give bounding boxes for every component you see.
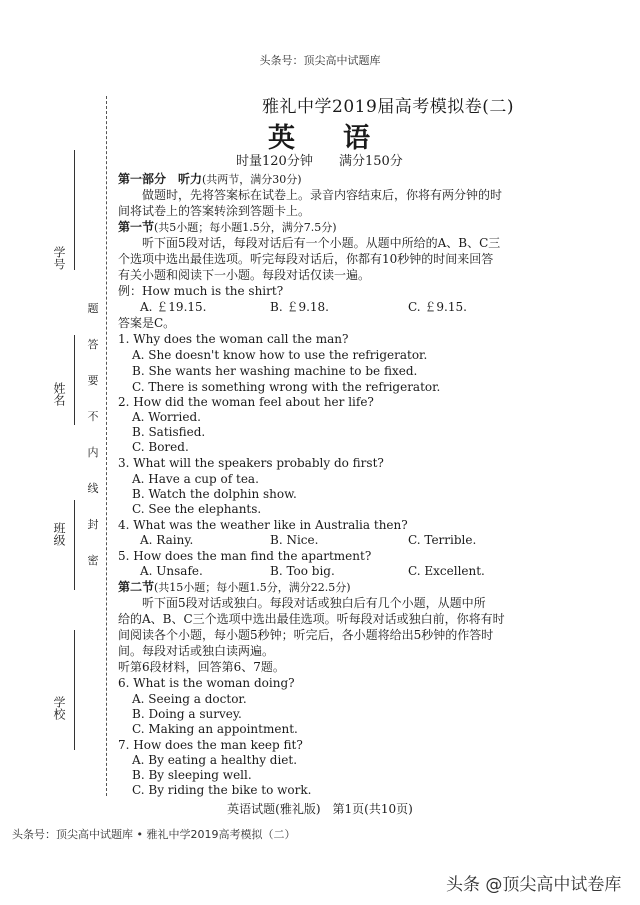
- part1-intro-line: 做题时，先将答案标在试卷上。录音内容结束后，你将有两分钟的时: [142, 188, 503, 202]
- option: A. Worried.: [132, 410, 201, 424]
- option: C. Bored.: [132, 440, 189, 454]
- section1-heading: 第一节(共5小题；每小题1.5分，满分7.5分): [118, 220, 337, 234]
- option: A. Seeing a doctor.: [132, 692, 247, 706]
- part1-heading: 第一部分 听力(共两节，满分30分): [118, 172, 302, 186]
- full-score: 满分150分: [338, 154, 403, 169]
- section2-heading: 第二节(共15小题；每小题1.5分，满分22.5分): [118, 580, 351, 594]
- option: A. ￡19.15.: [140, 300, 207, 314]
- binding-dashed-line: [106, 96, 107, 796]
- option: B. Satisfied.: [132, 425, 206, 439]
- option: A. Have a cup of tea.: [132, 472, 259, 486]
- name-label: 姓名: [52, 382, 66, 406]
- option: C. Excellent.: [408, 564, 485, 578]
- question: 2. How did the woman feel about her life?: [118, 395, 374, 409]
- option: B. Watch the dolphin show.: [132, 487, 297, 501]
- student-id-blank: [74, 150, 75, 270]
- option: C. Making an appointment.: [132, 722, 298, 736]
- option: C. By riding the bike to work.: [132, 783, 312, 797]
- binding-warning: 题 答 要 不 内 线 封 密: [87, 302, 99, 567]
- section1-instruction-line: 个选项中选出最佳选项。听完每段对话后，你都有10秒钟的时间来回答: [118, 252, 494, 266]
- options-row: [118, 564, 618, 579]
- option: B. By sleeping well.: [132, 768, 252, 782]
- example-answer: 答案是C。: [118, 316, 176, 330]
- section2-instruction-line: 间。每段对话或独白读两遍。: [118, 644, 275, 658]
- option: B. Too big.: [270, 564, 335, 578]
- question: 6. What is the woman doing?: [118, 676, 295, 690]
- page-footer: 英语试题(雅礼版) 第1页(共10页): [227, 802, 413, 816]
- subject-title: 英语: [268, 123, 418, 154]
- class-blank: [74, 500, 75, 590]
- option: C. ￡9.15.: [408, 300, 467, 314]
- student-id-label: 学号: [52, 246, 66, 270]
- section2-instruction-line: 听下面5段对话或独白。每段对话或独白后有几个小题，从题中所: [142, 596, 486, 610]
- section1-instruction-line: 听下面5段对话，每段对话后有一个小题。从题中所给的A、B、C三: [142, 236, 501, 250]
- options-row: [118, 533, 618, 548]
- exam-content: [118, 172, 618, 797]
- option: A. By eating a healthy diet.: [132, 753, 298, 767]
- footer-source: 头条号：顶尖高中试题库 • 雅礼中学2019高考模拟（二）: [12, 828, 296, 841]
- question: 4. What was the weather like in Australia then?: [118, 518, 408, 532]
- material-note: 听第6段材料，回答第6、7题。: [118, 660, 285, 674]
- question: 7. How does the man keep fit?: [118, 738, 303, 752]
- option: A. Rainy.: [140, 533, 194, 547]
- class-label: 班级: [52, 522, 66, 546]
- example-options: [118, 300, 618, 315]
- option: B. Doing a survey.: [132, 707, 242, 721]
- option: B. ￡9.18.: [270, 300, 329, 314]
- example-question: 例：How much is the shirt?: [118, 284, 284, 298]
- school-label: 学校: [52, 696, 66, 720]
- exam-title: 雅礼中学2019届高考模拟卷(二): [262, 97, 515, 117]
- option: C. Terrible.: [408, 533, 477, 547]
- option: A. She doesn't know how to use the refrigerator.: [132, 348, 428, 362]
- section2-instruction-line: 间阅读各个小题，每小题5秒钟；听完后，各小题将给出5秒钟的作答时: [118, 628, 494, 642]
- name-blank: [74, 335, 75, 425]
- school-blank: [74, 630, 75, 750]
- question: 5. How does the man find the apartment?: [118, 549, 372, 563]
- option: B. She wants her washing machine to be fixed.: [132, 364, 418, 378]
- watermark: 头条 @顶尖高中试卷库: [446, 875, 622, 895]
- section1-instruction-line: 有关小题和阅读下一小题。每段对话仅读一遍。: [118, 268, 371, 282]
- option: C. See the elephants.: [132, 502, 262, 516]
- question: 3. What will the speakers probably do first?: [118, 456, 384, 470]
- top-source-label: 头条号：顶尖高中试题库: [259, 54, 381, 67]
- option: C. There is something wrong with the refrigerator.: [132, 380, 441, 394]
- part1-intro-line: 间将试卷上的答案转涂到答题卡上。: [118, 204, 311, 218]
- option: B. Nice.: [270, 533, 319, 547]
- time-limit: 时量120分钟: [236, 154, 313, 169]
- question: 1. Why does the woman call the man?: [118, 332, 349, 346]
- time-score-line: [236, 150, 425, 169]
- section2-instruction-line: 给的A、B、C三个选项中选出最佳选项。听每段对话或独白前，你将有时: [118, 612, 505, 626]
- option: A. Unsafe.: [140, 564, 203, 578]
